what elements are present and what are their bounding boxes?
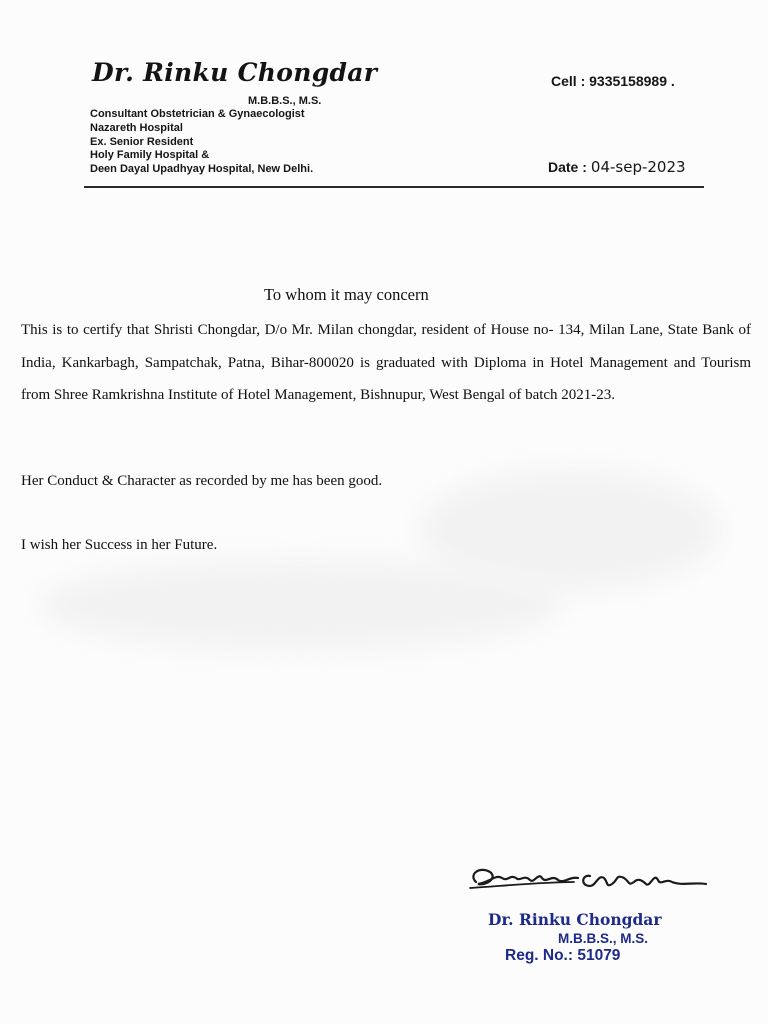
signature-icon [462,852,722,902]
salutation: To whom it may concern [264,285,429,304]
stamp-registration: Reg. No.: 51079 [505,947,621,964]
letterhead [0,0,768,200]
date-value: 04-sep-2023 [590,158,686,176]
wish-paragraph: I wish her Success in her Future. [21,537,218,553]
credential-line: Deen Dayal Upadhyay Hospital, New Delhi. [90,163,314,176]
letterhead-divider [84,186,704,188]
stamp-name: Dr. Rinku Chongdar [488,910,662,929]
cell-number: Cell : 9335158989 . [551,73,675,89]
doctor-name: Dr. Rinku Chongdar [92,58,378,87]
doctor-degree: M.B.B.S., M.S. [248,95,322,107]
credential-line: Nazareth Hospital [90,121,183,134]
date-label: Date : [548,159,587,175]
certificate-paragraph: This is to certify that Shristi Chongdar, D/o Mr. Milan chongdar, resident of House no- 134, Milan Lane, State Bank of India, Kankarbagh, Sampatchak, Patna, Bihar-800020 is graduated with Diploma in Hotel Management and Tourism from Shree Ramkrishna Institute of Hotel Management, Bishnupur, West Bengal of batch 2021-23. [21,322,751,403]
doctor-credentials [90,108,313,177]
scan-smudge [420,470,720,590]
stamp-degree: M.B.B.S., M.S. [558,931,649,946]
conduct-paragraph: Her Conduct & Character as recorded by me has been good. [21,473,383,489]
credential-line: Ex. Senior Resident [90,135,194,148]
credential-line: Holy Family Hospital & [90,149,210,162]
credential-line: Consultant Obstetrician & Gynaecologist [90,108,305,120]
date-row [548,158,686,177]
